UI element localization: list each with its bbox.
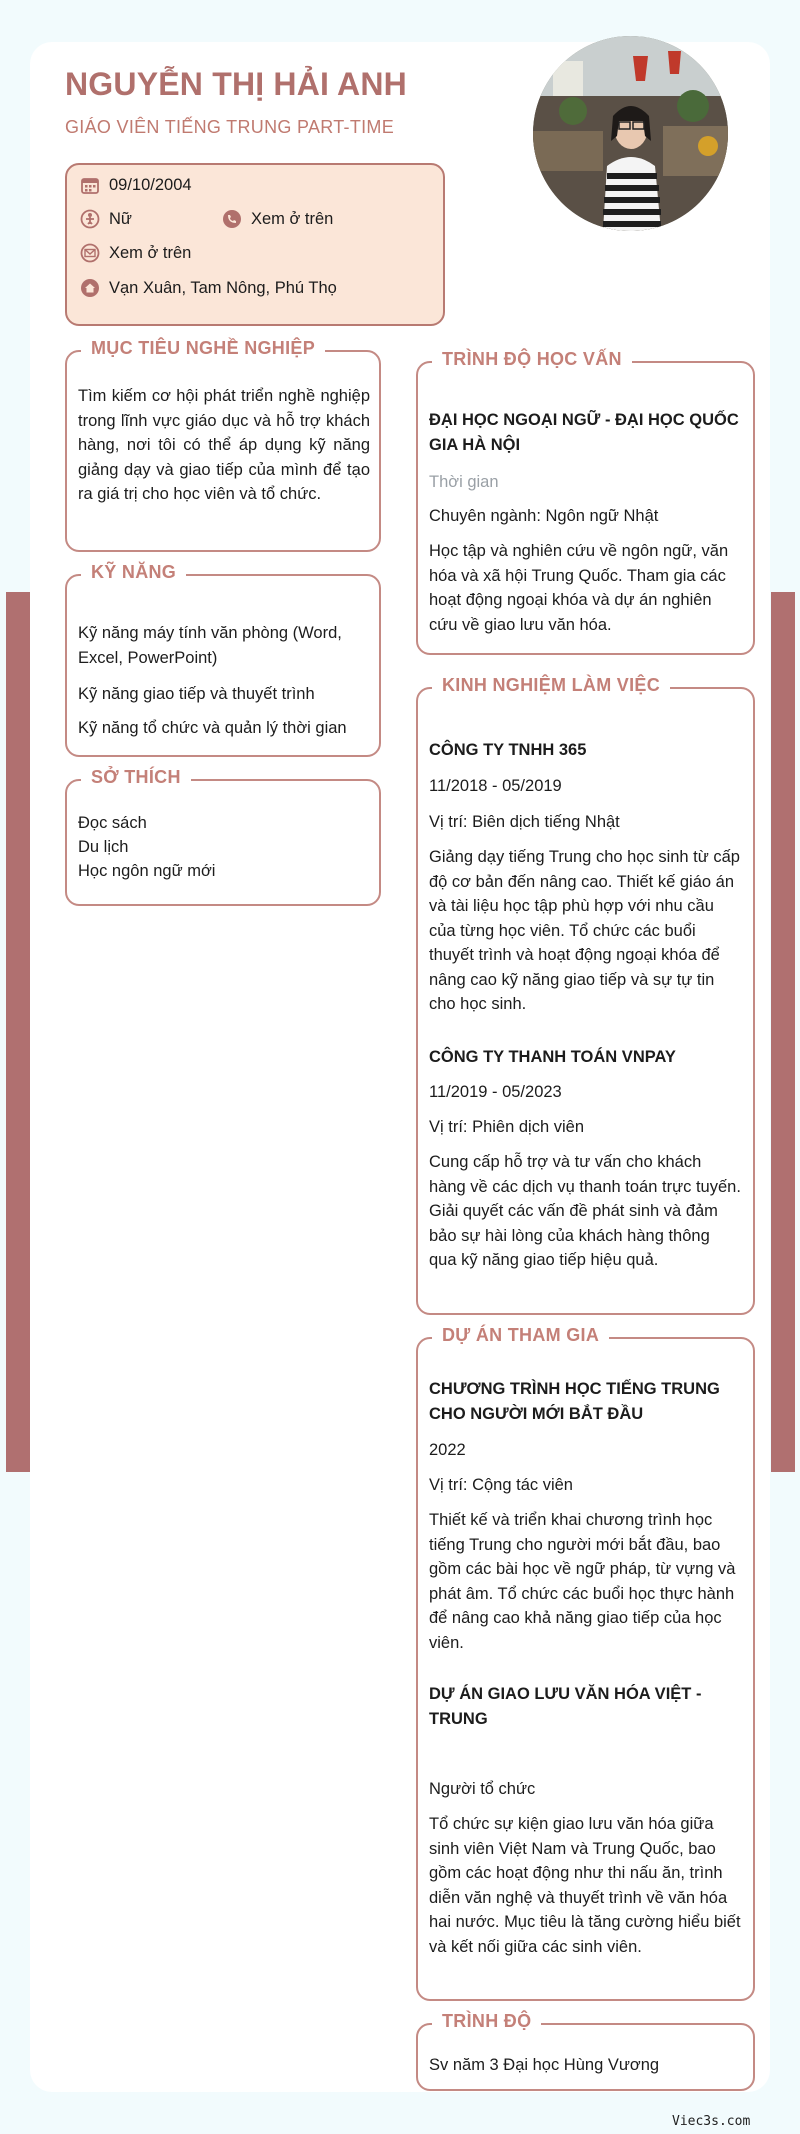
skill-item: Kỹ năng giao tiếp và thuyết trình xyxy=(78,685,315,703)
personal-info-card xyxy=(65,163,445,326)
objective-section xyxy=(65,338,381,552)
job-description: Giảng dạy tiếng Trung cho học sinh từ cấp độ cơ bản đến nâng cao. Thiết kế giáo án và tài liệu học tập phù hợp với nhu cầu của từng học viên. Tổ chức các buổi thuyết trình và hoạt động ngoại khóa để nâng cao kỹ năng giao tiếp và sự tự tin cho học sinh. xyxy=(429,848,740,1013)
level-section xyxy=(416,2011,755,2091)
address-value: Vạn Xuân, Tam Nông, Phú Thọ xyxy=(109,278,337,297)
skills-title: KỸ NĂNG xyxy=(81,562,186,583)
project-name: DỰ ÁN GIAO LƯU VĂN HÓA VIỆT - TRUNG xyxy=(429,1685,702,1728)
project-role: Người tổ chức xyxy=(429,1780,536,1798)
address-row xyxy=(80,278,337,298)
job-period: 11/2019 - 05/2023 xyxy=(429,1083,562,1101)
birthday-value: 09/10/2004 xyxy=(109,175,192,194)
education-time: Thời gian xyxy=(429,473,499,491)
education-section xyxy=(416,349,755,655)
gender-row xyxy=(80,209,132,229)
skills-section xyxy=(65,562,381,757)
level-text: Sv năm 3 Đại học Hùng Vương xyxy=(429,2056,660,2074)
skill-item: Kỹ năng máy tính văn phòng (Word, Excel, PowerPoint) xyxy=(78,624,342,667)
project-year: 2022 xyxy=(429,1441,466,1459)
hobbies-section xyxy=(65,767,381,906)
projects-section xyxy=(416,1325,755,2001)
education-major: Chuyên ngành: Ngôn ngữ Nhật xyxy=(429,507,659,525)
avatar xyxy=(533,36,728,231)
email-icon xyxy=(80,243,100,263)
calendar-icon xyxy=(80,175,100,195)
objective-title: MỤC TIÊU NGHỀ NGHIỆP xyxy=(81,338,325,359)
candidate-role: GIÁO VIÊN TIẾNG TRUNG PART-TIME xyxy=(65,117,395,137)
left-decor-bar xyxy=(6,592,30,1472)
job-position: Vị trí: Phiên dịch viên xyxy=(429,1118,584,1136)
candidate-name: NGUYỄN THỊ HẢI ANH xyxy=(65,66,407,102)
objective-text: Tìm kiếm cơ hội phát triển nghề nghiệp trong lĩnh vực giáo dục và hỗ trợ khách hàng, nơi tôi có thể áp dụng kỹ năng giảng dạy và giao tiếp của mình để tạo ra giá trị cho học viên và tổ chức. xyxy=(78,387,370,503)
project-name: CHƯƠNG TRÌNH HỌC TIẾNG TRUNG CHO NGƯỜI MỚI BẮT ĐẦU xyxy=(429,1380,720,1423)
phone-icon xyxy=(222,209,242,229)
email-row xyxy=(80,243,191,263)
phone-row xyxy=(222,209,333,229)
hobby-item: Du lịch xyxy=(78,838,129,856)
watermark: Viec3s.com xyxy=(672,2114,751,2129)
job-company: CÔNG TY TNHH 365 xyxy=(429,741,587,759)
email-value: Xem ở trên xyxy=(109,243,192,262)
experience-section xyxy=(416,675,755,1315)
hobbies-title: SỞ THÍCH xyxy=(81,767,191,788)
education-school: ĐẠI HỌC NGOẠI NGỮ - ĐẠI HỌC QUỐC GIA HÀ NỘI xyxy=(429,411,739,454)
level-title: TRÌNH ĐỘ xyxy=(432,2011,541,2032)
education-description: Học tập và nghiên cứu về ngôn ngữ, văn hóa và xã hội Trung Quốc. Tham gia các hoạt động ngoại khóa và dự án nghiên cứu về giao lưu văn hóa. xyxy=(429,542,729,634)
hobby-item: Học ngôn ngữ mới xyxy=(78,862,216,880)
hobby-item: Đọc sách xyxy=(78,814,147,832)
project-role: Vị trí: Cộng tác viên xyxy=(429,1476,573,1494)
job-company: CÔNG TY THANH TOÁN VNPAY xyxy=(429,1048,676,1066)
projects-title: DỰ ÁN THAM GIA xyxy=(432,1325,609,1346)
home-icon xyxy=(80,278,100,298)
gender-value: Nữ xyxy=(109,209,132,228)
project-description: Thiết kế và triển khai chương trình học tiếng Trung cho người mới bắt đầu, bao gồm các bài học về ngữ pháp, từ vựng và phát âm. Tổ chức các buổi học thực hành để nâng cao khả năng giao tiếp của học viên. xyxy=(429,1511,736,1652)
right-decor-bar xyxy=(771,592,795,1472)
gender-icon xyxy=(80,209,100,229)
education-title: TRÌNH ĐỘ HỌC VẤN xyxy=(432,349,632,370)
job-period: 11/2018 - 05/2019 xyxy=(429,777,562,795)
skill-item: Kỹ năng tổ chức và quản lý thời gian xyxy=(78,719,347,737)
job-position: Vị trí: Biên dịch tiếng Nhật xyxy=(429,813,620,831)
birthday-row xyxy=(80,175,192,195)
job-description: Cung cấp hỗ trợ và tư vấn cho khách hàng về các dịch vụ thanh toán trực tuyến. Giải quyết các vấn đề phát sinh và đảm bảo sự hài lòng của khách hàng thông qua kỹ năng giao tiếp hiệu quả. xyxy=(429,1153,741,1269)
project-description: Tổ chức sự kiện giao lưu văn hóa giữa sinh viên Việt Nam và Trung Quốc, bao gồm các hoạt động như thi nấu ăn, trình diễn văn nghệ và thuyết trình về văn hóa hai nước. Mục tiêu là tăng cường hiểu biết và kết nối giữa các sinh viên. xyxy=(429,1815,741,1956)
experience-title: KINH NGHIỆM LÀM VIỆC xyxy=(432,675,670,696)
phone-value: Xem ở trên xyxy=(251,209,334,228)
